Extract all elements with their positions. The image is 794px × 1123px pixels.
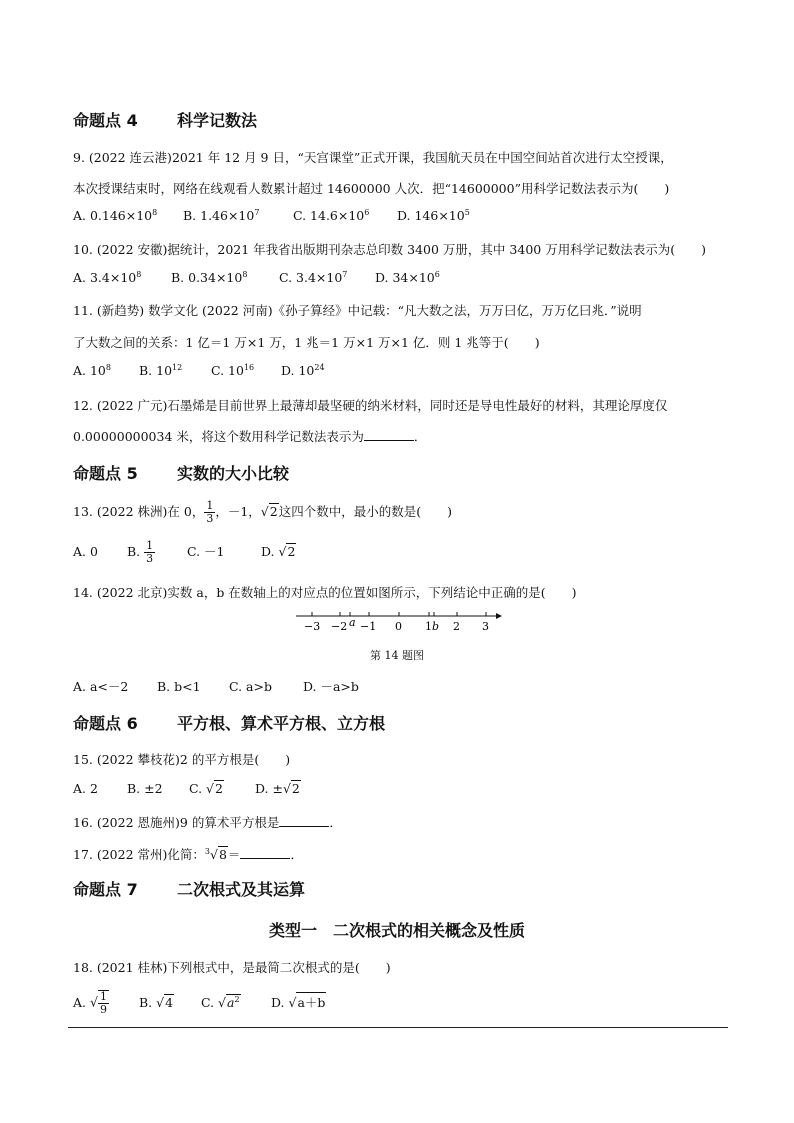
number-line-figure bbox=[290, 606, 510, 634]
q11-line1: 11. (新趋势) 数学文化 (2022 河南)《孙子算经》中记载：“凡大数之法，万万曰亿，万万亿曰兆．”说明 bbox=[73, 303, 642, 318]
answer-blank bbox=[364, 428, 414, 441]
q18-option-d: D. √a＋b bbox=[271, 992, 326, 1011]
tick-label: −2 bbox=[331, 620, 348, 633]
section-title: 二次根式及其运算 bbox=[177, 880, 306, 899]
q12-line2: 0.00000000034 米，将这个数用科学记数法表示为 ． bbox=[73, 429, 427, 444]
q13-option-d: D. √2 bbox=[260, 544, 296, 559]
q13-option-a: A. 0 bbox=[73, 544, 98, 559]
tick-label: 1 bbox=[425, 620, 432, 633]
section-number: 命题点 4 bbox=[73, 111, 138, 130]
q14-option-a: A. a<－2 bbox=[73, 679, 129, 694]
q9-line1: 9. (2022 连云港)2021 年 12 月 9 日，“天宫课堂”正式开课，我国航天员在中国空间站首次进行太空授课， bbox=[73, 150, 673, 165]
q17-line1: 17. (2022 常州)化简：$^3$√8＝ ． bbox=[73, 847, 303, 862]
q14-option-c: C. a>b bbox=[228, 679, 272, 694]
q10-option-a: A. $3.4\times 10^8$ bbox=[73, 270, 142, 285]
tick-label: 0 bbox=[395, 620, 402, 633]
q11-options bbox=[73, 363, 325, 378]
q15-line1: 15. (2022 攀枝花)2 的平方根是( ) bbox=[73, 752, 291, 767]
section-number: 命题点 6 bbox=[73, 714, 138, 733]
q14-option-d: D. －a>b bbox=[302, 679, 359, 694]
q14-option-b: B. b<1 bbox=[156, 679, 201, 694]
q12-line1: 12. (2022 广元)石墨烯是目前世界上最薄却最坚硬的纳米材料，同时还是导电性最好的材料，其理论厚度仅 bbox=[73, 398, 668, 413]
q13-options bbox=[73, 540, 296, 565]
q9-line2: 本次授课结束时，网络在线观看人数累计超过 14600000 人次．把“14600000”用科学记数法表示为( ) bbox=[73, 181, 670, 196]
figure-caption: 第 14 题图 bbox=[370, 649, 424, 662]
section-title: 科学记数法 bbox=[177, 111, 258, 130]
q14-line1: 14. (2022 北京)实数 a，b 在数轴上的对应点的位置如图所示，下列结论中正确的是( ) bbox=[73, 585, 577, 600]
q18-option-a: A. √ $\frac{1}{9}$ bbox=[73, 990, 107, 1016]
q11-option-d: D. $10^{24}$ bbox=[280, 363, 325, 378]
q18-option-c: C. $√a^2$ bbox=[200, 994, 240, 1010]
q10-option-c: C. $3.4\times 10^7$ bbox=[278, 270, 348, 285]
q11-line2: 了大数之间的关系：1 亿＝1 万×1 万，1 兆＝1 万×1 万×1 亿．则 1 兆等于( ) bbox=[73, 335, 540, 350]
q13-option-c: C. －1 bbox=[186, 544, 225, 559]
q9-options bbox=[73, 208, 470, 223]
bottom-divider bbox=[68, 1027, 728, 1028]
q11-option-c: C. $10^{16}$ bbox=[210, 363, 255, 378]
fraction: $\frac{1}{3}$ bbox=[206, 499, 214, 525]
q10-options bbox=[73, 270, 440, 285]
section-title: 平方根、算术平方根、立方根 bbox=[177, 714, 386, 733]
type-title: 类型一 二次根式的相关概念及性质 bbox=[268, 921, 525, 940]
q18-line1: 18. (2021 桂林)下列根式中，是最简二次根式的是( ) bbox=[73, 960, 391, 975]
q10-option-b: B. $0.34\times 10^8$ bbox=[170, 270, 248, 285]
q13-option-b: B. $\frac{1}{3}$ bbox=[126, 539, 154, 565]
point-b-label: b bbox=[432, 620, 440, 633]
q9-option-d: D. $146\times 10^5$ bbox=[396, 208, 470, 223]
point-a-label: a bbox=[349, 616, 356, 629]
q18-option-b: B. √4 bbox=[138, 994, 174, 1010]
q15-options bbox=[73, 780, 301, 796]
section-heading-4 bbox=[73, 108, 257, 131]
q11-option-a: A. $10^8$ bbox=[73, 363, 111, 378]
section-number: 命题点 7 bbox=[73, 880, 138, 899]
answer-blank bbox=[240, 846, 290, 859]
q16-line1: 16. (2022 恩施州)9 的算术平方根是 ． bbox=[73, 815, 342, 830]
q15-option-c: C. √2 bbox=[188, 781, 223, 796]
tick-marks bbox=[312, 612, 486, 616]
q9-option-a: A. $0.146\times 10^8$ bbox=[73, 208, 158, 223]
q9-option-c: C. $14.6\times 10^6$ bbox=[292, 208, 370, 223]
q10-line1: 10. (2022 安徽)据统计，2021 年我省出版期刊杂志总印数 3400 万册，其中 3400 万用科学记数法表示为( ) bbox=[73, 242, 706, 257]
answer-blank bbox=[279, 814, 329, 827]
section-heading-5 bbox=[73, 461, 289, 484]
q18-options bbox=[73, 990, 326, 1016]
q15-option-a: A. 2 bbox=[73, 781, 98, 796]
section-title: 实数的大小比较 bbox=[177, 464, 290, 483]
q15-option-b: B. ±2 bbox=[126, 781, 163, 796]
section-heading-7 bbox=[73, 877, 305, 900]
tick-label: −3 bbox=[304, 620, 321, 633]
q10-option-d: D. $34\times 10^6$ bbox=[374, 270, 440, 285]
tick-label: 3 bbox=[482, 620, 489, 633]
q14-options bbox=[73, 677, 359, 695]
section-number: 命题点 5 bbox=[73, 464, 138, 483]
section-heading-6 bbox=[73, 711, 385, 734]
tick-label: −1 bbox=[360, 620, 377, 633]
q9-option-b: B. $1.46\times 10^7$ bbox=[182, 208, 260, 223]
q11-option-b: B. $10^{12}$ bbox=[138, 363, 183, 378]
q13-line1: 13. (2022 株洲)在 0， $\frac{1}{3}$ ，－1，√2这四个数中，最小的数是( ) bbox=[73, 499, 452, 525]
q15-option-d: D. ±√2 bbox=[254, 781, 300, 796]
tick-label: 2 bbox=[453, 620, 460, 633]
